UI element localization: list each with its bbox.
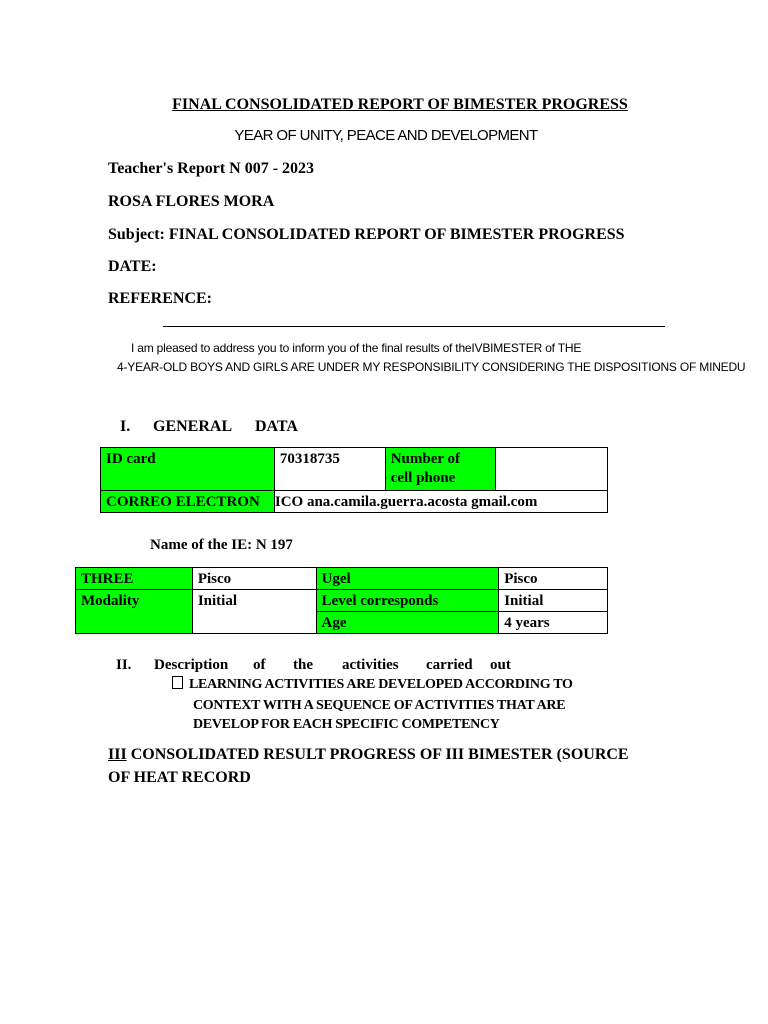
cell-level: Level corresponds — [316, 590, 499, 612]
section-1-word-2: DATA — [255, 418, 298, 435]
id-card-value: 70318735 — [274, 448, 385, 491]
cell-three: THREE — [76, 568, 193, 590]
section-2-word-1: Description — [154, 657, 229, 673]
report-number: Teacher's Report N 007 - 2023 — [108, 160, 315, 177]
reference-label: REFERENCE: — [108, 290, 213, 307]
cell-ugel: Ugel — [316, 568, 499, 590]
cell-pisco-1: Pisco — [192, 568, 316, 590]
section-2-word-3: the — [293, 657, 313, 673]
intro-line-1: I am pleased to address you to inform you of the final results of theIVBIMESTER of THE — [131, 341, 582, 355]
phone-label: Number of cell phone — [385, 448, 496, 491]
cell-modality: Modality — [76, 590, 193, 634]
id-data-table — [100, 447, 608, 513]
teacher-name: ROSA FLORES MORA — [108, 193, 275, 210]
date-label: DATE: — [108, 258, 157, 275]
email-label: CORREO ELECTRON — [101, 491, 275, 513]
phone-value — [496, 448, 608, 491]
section-2-word-4: activities — [342, 657, 399, 673]
section-3-heading-line-2: OF HEAT RECORD — [108, 769, 251, 786]
cell-pisco-2: Pisco — [499, 568, 608, 590]
section-2-word-2: of — [253, 657, 266, 673]
subject-line: Subject: FINAL CONSOLIDATED REPORT OF BIMESTER PROGRESS — [108, 226, 625, 243]
ie-info-table — [75, 567, 608, 634]
intro-line-2: 4-YEAR-OLD BOYS AND GIRLS ARE UNDER MY RESPONSIBILITY CONSIDERING THE DISPOSITIONS OF MINEDU — [117, 360, 746, 374]
ie-name: Name of the IE: N 197 — [150, 537, 293, 553]
document-title: FINAL CONSOLIDATED REPORT OF BIMESTER PROGRESS — [172, 96, 628, 113]
document-subtitle: YEAR OF UNITY, PEACE AND DEVELOPMENT — [234, 127, 538, 144]
cell-initial-1: Initial — [192, 590, 316, 634]
bullet-icon — [172, 676, 183, 689]
bullet-line-3: DEVELOP FOR EACH SPECIFIC COMPETENCY — [193, 717, 500, 732]
cell-age: Age — [316, 612, 499, 634]
section-1-numeral: I. — [120, 418, 131, 435]
email-value: ICO ana.camila.guerra.acosta gmail.com — [274, 491, 607, 513]
cell-age-value: 4 years — [499, 612, 608, 634]
section-2-word-5: carried — [426, 657, 473, 673]
bullet-line-1: LEARNING ACTIVITIES ARE DEVELOPED ACCORDING TO — [172, 675, 573, 695]
section-2-word-6: out — [490, 657, 511, 673]
section-3-heading-line-1: III CONSOLIDATED RESULT PROGRESS OF III BIMESTER (SOURCE — [108, 746, 629, 763]
cell-initial-2: Initial — [499, 590, 608, 612]
section-2-numeral: II. — [116, 657, 132, 673]
separator-line — [163, 326, 665, 327]
section-1-word-1: GENERAL — [153, 418, 233, 435]
id-card-label: ID card — [101, 448, 275, 491]
bullet-line-2: CONTEXT WITH A SEQUENCE OF ACTIVITIES THAT ARE — [193, 698, 566, 713]
